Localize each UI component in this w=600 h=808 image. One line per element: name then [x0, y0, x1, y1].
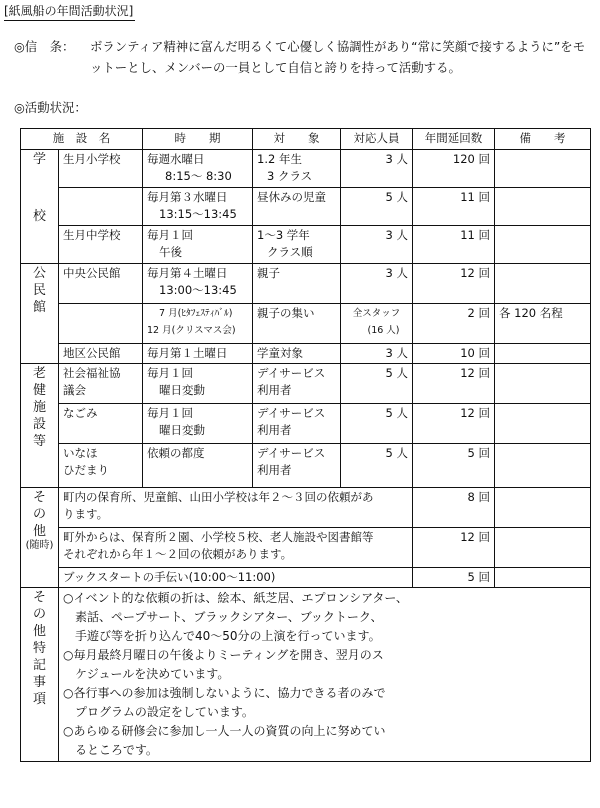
document-title: [紙風船の年間活動状況]: [4, 2, 135, 21]
table-row: 老 健 施 設 等 社会福祉協 議会 毎月１回 曜日変動 デイサービス 利用者 5 人 12 回: [21, 364, 591, 404]
creed-line-1: ボランティア精神に富んだ明るくて心優しく協調性があり“常に笑顔で接するように”をモ: [90, 39, 586, 54]
header-staff: 対応人員: [341, 129, 413, 150]
group-elderly: 老 健 施 設 等: [21, 364, 59, 488]
group-other: そ の 他 (随時): [21, 488, 59, 588]
table-row: [21, 588, 591, 762]
table-row: いなほ ひだまり 依頼の都度 デイサービス 利用者 5 人 5 回: [21, 444, 591, 488]
table-row: 毎月第３水曜日 13:15～13:45 昼休みの児童 5 人 11 回: [21, 188, 591, 226]
group-school: 学 校: [21, 150, 59, 264]
table-row: 地区公民館 毎月第１土曜日 学童対象 3 人 10 回: [21, 344, 591, 364]
creed-line-2: ットーとし、メンバーの一員として自信と誇りを持って活動する。: [90, 60, 461, 75]
header-count: 年間延回数: [413, 129, 495, 150]
group-kominkan: 公 民 館: [21, 264, 59, 364]
header-target: 対 象: [253, 129, 341, 150]
table-row: なごみ 毎月１回 曜日変動 デイサービス 利用者 5 人 12 回: [21, 404, 591, 444]
group-other-paren: (随時): [25, 540, 54, 551]
special-notes: ○イベント的な依頼の折は、絵本、紙芝居、エプロンシアター、 素話、ペープサート、ブラックシアター、ブックトーク、 手遊び等を折り込んで40～50分の上演を行っています。 ○毎月最終月曜日の午後よりミーティングを開き、翌月のス ケジュールを決めています。 ○各行事への参加は強制しないように、協力できる者のみで プログラムの設定をしています。 ○あらゆる研修会に参加し一人一人の資質の向上に努めてい るところです。: [59, 588, 413, 762]
table-row: 公 民 館 中央公民館 毎月第４土曜日 13:00～13:45 親子 3 人 12 回: [21, 264, 591, 304]
header-facility: 施 設 名: [21, 129, 143, 150]
table-row: 7 月(ﾋﾀﾌｪｽﾃｨﾊﾞﾙ) 12 月(クリスマス会) 親子の集い 全スタッフ (16 人) 2 回 各 120 名程: [21, 304, 591, 344]
table-row: 町外からは、保育所２園、小学校５校、老人施設や図書館等 それぞれから年１～２回の依頼があります。 12 回: [21, 528, 591, 568]
creed-section: [14, 36, 590, 78]
table-row: 生月中学校 毎月１回 午後 1～3 学年 クラス順 3 人 11 回: [21, 226, 591, 264]
activities-heading: ◎活動状況：: [14, 100, 87, 115]
table-header-row: [21, 129, 591, 150]
group-special: そ の 他 特 記 事 項: [21, 588, 59, 762]
header-notes: 備 考: [495, 129, 591, 150]
table-row: そ の 他 (随時) 町内の保育所、児童館、山田小学校は年２～３回の依頼があ ります。 8 回: [21, 488, 591, 528]
activity-table: [20, 128, 591, 762]
table-row: ブックスタートの手伝い(10:00～11:00) 5 回: [21, 568, 591, 588]
table-row: 学 校 生月小学校 毎週水曜日 8:15～ 8:30 1.2 年生 3 クラス 3 人 120 回: [21, 150, 591, 188]
header-period: 時 期: [143, 129, 253, 150]
creed-label: ◎信 条：: [14, 39, 75, 54]
